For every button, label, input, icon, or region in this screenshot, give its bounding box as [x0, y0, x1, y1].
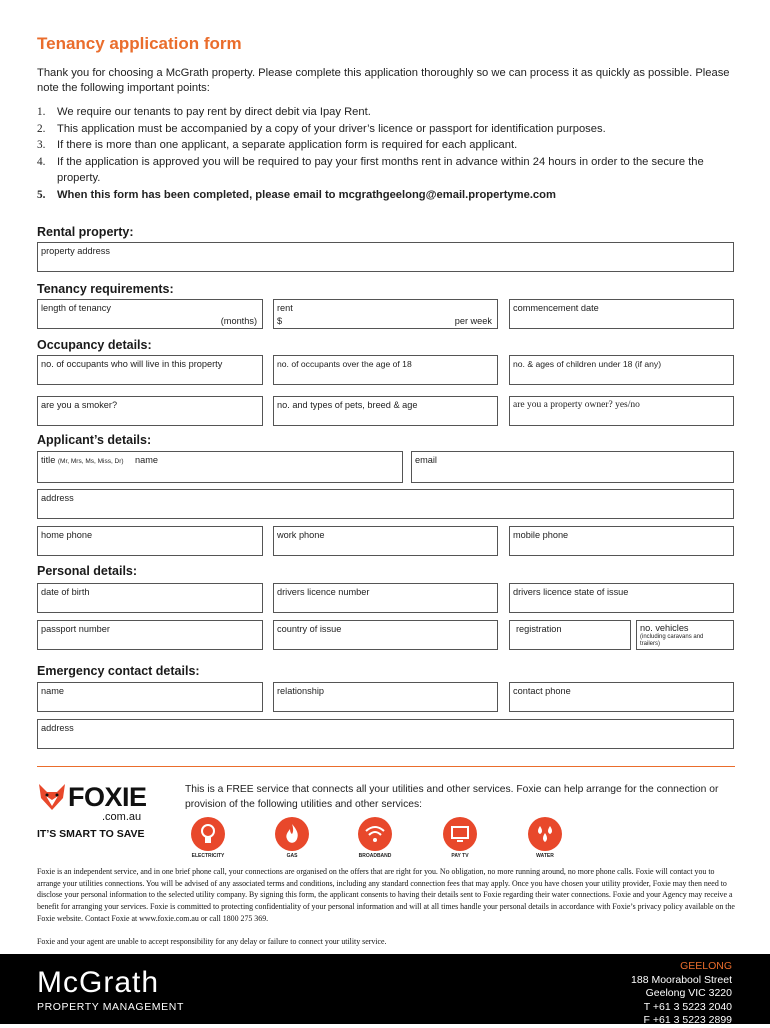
- utility-label: ELECTRICITY: [191, 853, 225, 859]
- field-label: relationship: [277, 686, 324, 696]
- rental-heading: Rental property:: [37, 225, 134, 239]
- important-points: [37, 104, 737, 204]
- list-item: [37, 154, 737, 187]
- dollar-prefix: $: [277, 316, 283, 326]
- intro-text: Thank you for choosing a McGrath property. Please complete this application thoroughly so we can process it as quickly as possible. Please note the following important points:: [37, 67, 730, 94]
- mobile-phone-field[interactable]: [509, 526, 734, 556]
- name-label: name: [135, 455, 158, 465]
- footer-bar: [0, 954, 770, 1027]
- office-details: [631, 960, 732, 1028]
- field-label: property address: [41, 246, 110, 256]
- field-label: home phone: [41, 530, 93, 540]
- field-label: address: [41, 493, 74, 503]
- rent-field[interactable]: [273, 299, 498, 329]
- field-label: no. & ages of children under 18 (if any): [513, 359, 662, 369]
- title-options: (Mr, Mrs, Ms, Miss, Dr): [57, 458, 124, 465]
- section-divider: [37, 766, 735, 767]
- title-name-field[interactable]: [37, 451, 403, 483]
- licence-state-field[interactable]: [509, 583, 734, 613]
- item-number: 1.: [37, 106, 46, 118]
- office-city: GEELONG: [680, 960, 732, 972]
- applicant-address-field[interactable]: [37, 489, 734, 519]
- tenancy-heading: Tenancy requirements:: [37, 282, 174, 296]
- email-field[interactable]: [411, 451, 734, 483]
- foxie-blurb: This is a FREE service that connects all your utilities and other services. Foxie can help arrange for the connection or provision of the following utilities and other services:: [185, 784, 719, 810]
- field-label: registration: [516, 624, 562, 634]
- form-title: Tenancy application form: [37, 34, 242, 53]
- emergency-heading: Emergency contact details:: [37, 664, 200, 678]
- utility-label: BROADBAND: [358, 853, 392, 859]
- emergency-name-field[interactable]: [37, 682, 263, 712]
- field-label: country of issue: [277, 624, 342, 634]
- property-address-field[interactable]: [37, 242, 734, 272]
- occupants-over-18-field[interactable]: [273, 355, 498, 385]
- licence-number-field[interactable]: [273, 583, 498, 613]
- title-label: title: [41, 455, 56, 465]
- item-number: 5.: [37, 188, 46, 201]
- field-label: drivers licence state of issue: [513, 587, 629, 597]
- foxie-brand: FOXIE: [68, 782, 147, 812]
- utility-label: GAS: [286, 853, 298, 859]
- occupancy-heading: Occupancy details:: [37, 338, 152, 352]
- field-label: mobile phone: [513, 530, 569, 540]
- mcgrath-logo-subtitle: PROPERTY MANAGEMENT: [37, 1001, 184, 1013]
- applicant-heading: Applicant’s details:: [37, 433, 152, 447]
- field-label: [41, 455, 124, 465]
- bulb-icon: [191, 817, 225, 851]
- country-of-issue-field[interactable]: [273, 620, 498, 650]
- commencement-date-field[interactable]: [509, 299, 734, 329]
- field-label: name: [41, 686, 64, 696]
- date-of-birth-field[interactable]: [37, 583, 263, 613]
- field-label: no. vehicles: [640, 623, 689, 633]
- office-phone: T +61 3 5223 2040: [643, 1000, 732, 1013]
- field-label: no. and types of pets, breed & age: [277, 400, 418, 410]
- office-street: 188 Moorabool Street: [631, 973, 732, 986]
- per-week-unit: per week: [454, 316, 492, 326]
- item-number: 4.: [37, 155, 46, 168]
- tv-icon: [443, 817, 477, 851]
- item-text: We require our tenants to pay rent by direct debit via Ipay Rent.: [57, 106, 371, 118]
- field-label: no. of occupants who will live in this property: [41, 359, 223, 369]
- field-label: commencement date: [513, 303, 599, 313]
- field-label: no. of occupants over the age of 18: [277, 359, 412, 369]
- work-phone-field[interactable]: [273, 526, 498, 556]
- home-phone-field[interactable]: [37, 526, 263, 556]
- office-suburb: Geelong VIC 3220: [645, 987, 732, 1000]
- fox-logo-icon: [37, 782, 67, 812]
- responsibility-note: Foxie and your agent are unable to accept responsibility for any delay or failure to connect your utility service.: [37, 937, 387, 946]
- foxie-disclaimer: Foxie is an independent service, and in one brief phone call, your connections are organised on the offers that are right for you. No obligation, no more running around, no more phone calls. Foxie will contact you to arrange your utilities connections. You will be advised of any associated terms and conditions, including any standard connection fees that may apply. Once you have chosen your utility provider, Foxie may then need to disclose your personal information to the selected utility company. By signing this form, the applicant consents to having their details sent to Foxie regarding their water connections. Foxie and your Agency may receive a benefit for arranging your services. Foxie is committed to protecting confidentiality of your personal information and will at all times handle your personal details in accordance with Foxie’s privacy policy available on the Foxie website. Contact Foxie at www.foxie.com.au or call 1800 275 369.: [37, 867, 735, 923]
- field-label: contact phone: [513, 686, 571, 696]
- field-label: work phone: [277, 530, 325, 540]
- utility-label: WATER: [536, 853, 554, 859]
- utility-label: PAY TV: [451, 853, 469, 859]
- smoker-field[interactable]: [37, 396, 263, 426]
- registration-field[interactable]: [509, 620, 631, 650]
- foxie-domain: .com.au: [102, 811, 142, 823]
- vehicles-field[interactable]: [636, 620, 734, 650]
- vehicles-note: (including caravans and trailers): [640, 634, 704, 647]
- list-item: [37, 104, 737, 121]
- field-label: email: [415, 455, 437, 465]
- personal-heading: Personal details:: [37, 564, 138, 578]
- field-label: are you a smoker?: [41, 400, 118, 410]
- length-of-tenancy-field[interactable]: [37, 299, 263, 329]
- wifi-icon: [358, 817, 392, 851]
- passport-number-field[interactable]: [37, 620, 263, 650]
- field-label: address: [41, 723, 74, 733]
- field-label: length of tenancy: [41, 303, 111, 313]
- mcgrath-logo: McGrath: [37, 966, 160, 999]
- item-number: 3.: [37, 139, 46, 152]
- field-label: rent: [277, 303, 293, 313]
- pets-field[interactable]: [273, 396, 498, 426]
- item-text: If the application is approved you will be required to pay your first months rent in advance within 24 hours in order to the secure the property.: [57, 155, 704, 185]
- field-label: are you a property owner? yes/no: [513, 400, 640, 410]
- children-field[interactable]: [509, 355, 734, 385]
- item-text: This application must be accompanied by a copy of your driver’s licence or passport for identification purposes.: [57, 122, 606, 135]
- emergency-address-field[interactable]: [37, 719, 734, 749]
- item-text: If there is more than one applicant, a separate application form is required for each applicant.: [57, 139, 518, 152]
- list-item: [37, 137, 737, 154]
- field-label: date of birth: [41, 587, 90, 597]
- months-unit: (months): [220, 316, 257, 326]
- water-drops-icon: [528, 817, 562, 851]
- property-owner-field[interactable]: [509, 396, 734, 426]
- foxie-tagline: IT’S SMART TO SAVE: [37, 828, 145, 840]
- field-label: passport number: [41, 624, 110, 634]
- item-number: 2.: [37, 122, 46, 135]
- field-label: drivers licence number: [277, 587, 370, 597]
- flame-icon: [275, 817, 309, 851]
- item-text: When this form has been completed, please email to mcgrathgeelong@email.propertyme.com: [57, 188, 556, 201]
- office-fax: F +61 3 5223 2899: [643, 1014, 732, 1027]
- relationship-field[interactable]: [273, 682, 498, 712]
- occupants-field[interactable]: [37, 355, 263, 385]
- contact-phone-field[interactable]: [509, 682, 734, 712]
- list-item: [37, 187, 737, 204]
- list-item: [37, 121, 737, 138]
